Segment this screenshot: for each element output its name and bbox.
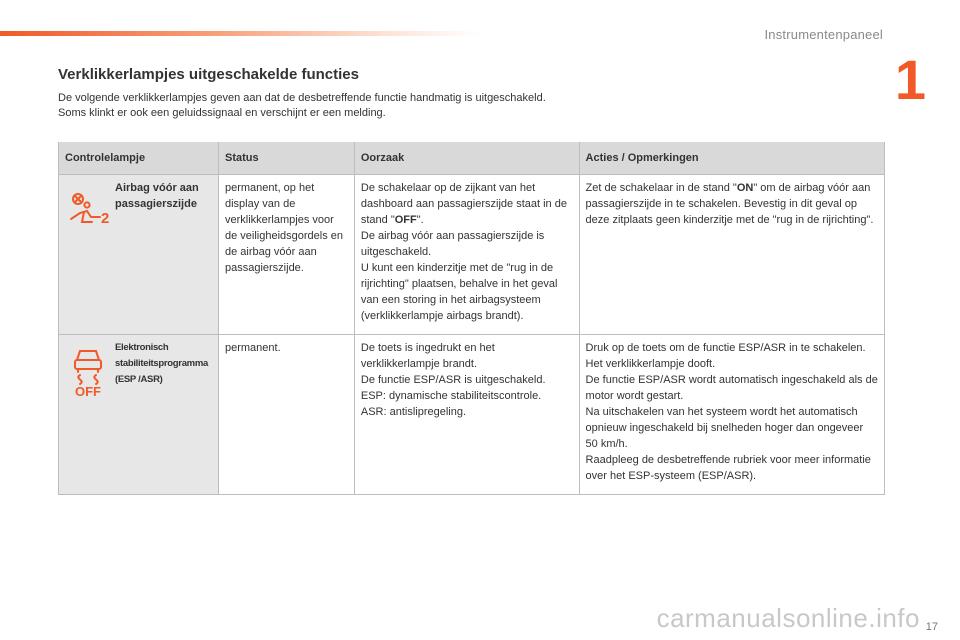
section-title: Instrumentenpaneel (764, 27, 883, 42)
esp-off-icon-label: OFF (75, 384, 101, 398)
chapter-number: 1 (894, 48, 926, 111)
action-cell-airbag: Zet de schakelaar in de stand "ON" om de airbag vóór aan passagierszijde in te schakelen. Bevestig in dit geval op deze zitplaats geen kinderzitje met de "rug in de rijrichting". (579, 175, 884, 335)
warning-lamps-table (58, 142, 885, 495)
intro-line-2: Soms klinkt er ook een geluidssignaal en verschijnt er een melding. (58, 107, 386, 119)
lamp-cell-esp (59, 335, 219, 495)
table-header-row (59, 142, 885, 175)
page-number: 17 (925, 621, 938, 633)
intro-line-1: De volgende verklikkerlampjes geven aan dat de desbetreffende functie handmatig is uitgeschakeld. (58, 92, 546, 104)
lamp-cell-airbag (59, 175, 219, 335)
status-cell-esp: permanent. (218, 335, 354, 495)
column-header-actions: Acties / Opmerkingen (579, 142, 884, 175)
status-cell-airbag: permanent, op het display van de verklikkerlampjes voor de veiligheidsgordels en de airbag vóór aan passagierszijde. (218, 175, 354, 335)
intro-text (58, 91, 546, 121)
page-title: Verklikkerlampjes uitgeschakelde functies (58, 66, 359, 83)
cause-cell-airbag: De schakelaar op de zijkant van het dashboard aan passagierszijde staat in de stand "OFF". De airbag vóór aan passagierszijde is uitgeschakeld. U kunt een kinderzitje met de "rug in de rijrichting" plaatsen, behalve in het geval van een storing in het airbagsysteem (verklikkerlampje airbags brandt). (354, 175, 579, 335)
column-header-lamp: Controlelampje (59, 142, 219, 175)
lamp-name-esp: Elektronisch stabiliteitsprogramma (ESP /ASR) (115, 342, 208, 385)
watermark: carmanualsonline.info (656, 603, 920, 633)
column-header-status: Status (218, 142, 354, 175)
cause-cell-esp: De toets is ingedrukt en het verklikkerlampje brandt. De functie ESP/ASR is uitgeschakeld. ESP: dynamische stabiliteitscontrole. ASR: antislipregeling. (354, 335, 579, 495)
svg-text:2: 2 (101, 210, 110, 226)
table-row-airbag (59, 175, 885, 335)
airbag-off-icon (66, 192, 110, 226)
lamp-name-airbag: Airbag vóór aan passagierszijde (115, 182, 199, 210)
column-header-cause: Oorzaak (354, 142, 579, 175)
header-accent-bar (0, 31, 480, 36)
table-row-esp (59, 335, 885, 495)
esp-off-icon (68, 342, 108, 398)
action-cell-esp: Druk op de toets om de functie ESP/ASR in te schakelen. Het verklikkerlampje dooft. De functie ESP/ASR wordt automatisch ingeschakeld als de motor wordt gestart. Na uitschakelen van het systeem wordt het automatisch opnieuw ingeschakeld bij snelheden hoger dan ongeveer 50 km/h. Raadpleeg de desbetreffende rubriek voor meer informatie over het ESP-systeem (ESP/ASR). (579, 335, 884, 495)
